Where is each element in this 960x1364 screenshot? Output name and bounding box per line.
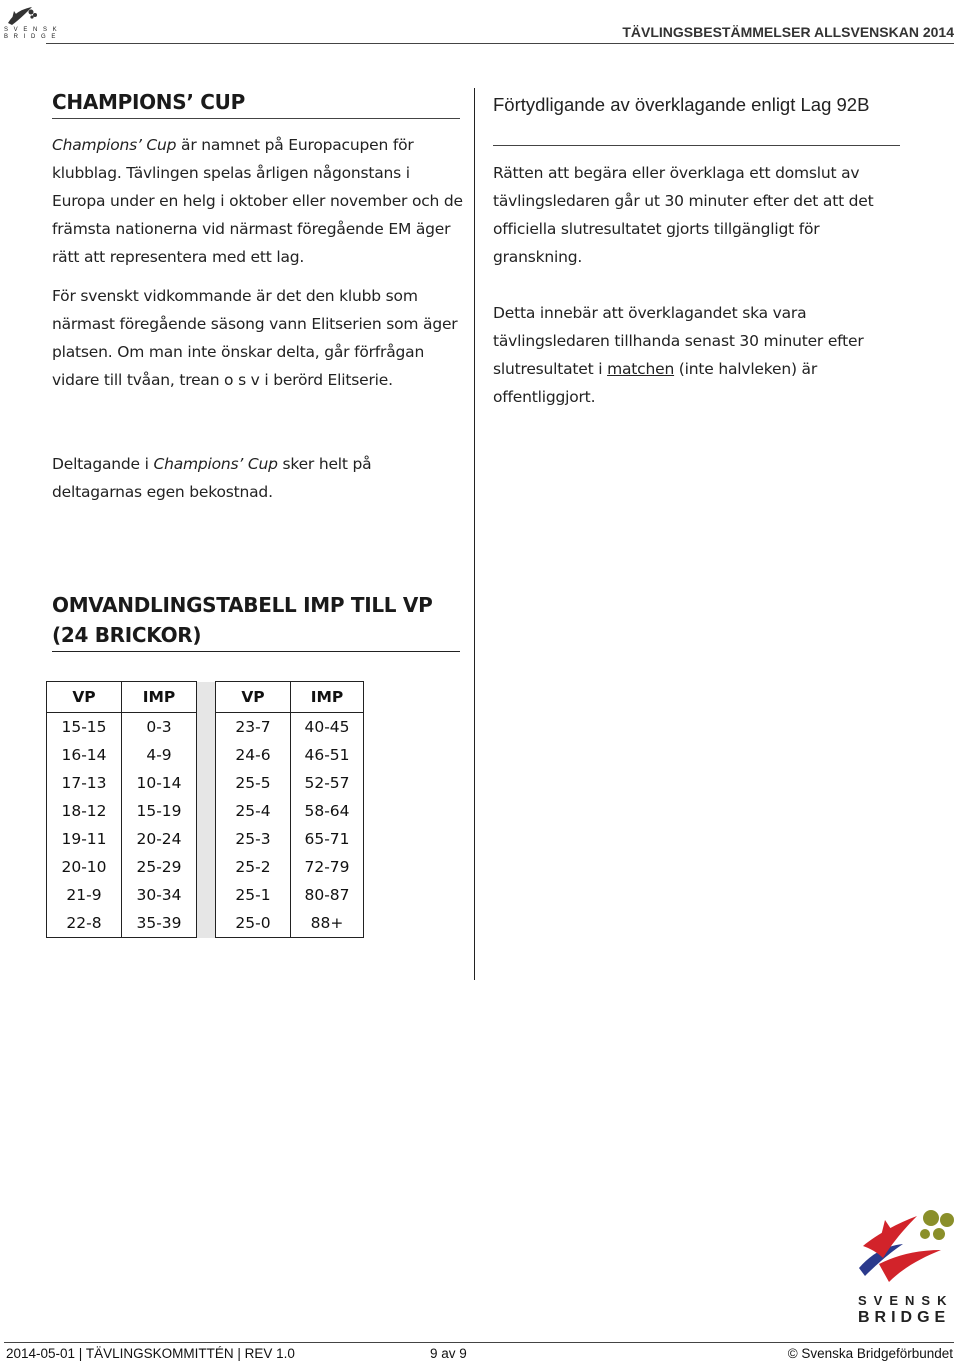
page-number: 9 av 9: [430, 1346, 467, 1361]
table-header-cell: VP: [216, 682, 291, 713]
table-row: [47, 797, 364, 825]
champions-paragraph-1-text: är namnet på Europacupen för klubblag. Tävlingen spelas årligen någonstans i Europa under en helg i oktober eller november och de främsta nationerna vid närmast föregående EM äger rätt att representera med ett lag.: [52, 136, 463, 266]
header-logo-text: [4, 27, 59, 41]
table-cell: 35-39: [122, 909, 197, 938]
table-header-cell: IMP: [291, 682, 364, 713]
table-cell: 25-5: [216, 769, 291, 797]
table-cell: 30-34: [122, 881, 197, 909]
header-logo-line1: S V E N S K: [4, 27, 59, 33]
table-cell: 20-24: [122, 825, 197, 853]
appeal-heading-rule: [493, 145, 900, 146]
table-cell: 25-4: [216, 797, 291, 825]
table-cell: 58-64: [291, 797, 364, 825]
bottom-logo-line2: BRIDGE: [858, 1309, 951, 1326]
header-logo-line2: B R I D G E: [4, 34, 58, 40]
champions-cup-heading: CHAMPIONS’ CUP: [52, 90, 245, 114]
table-row: [47, 881, 364, 909]
table-cell: 25-2: [216, 853, 291, 881]
conversion-heading-rule: [52, 651, 460, 652]
conversion-table-heading: OMVANDLINGSTABELL IMP TILL VP (24 BRICKOR): [52, 593, 433, 647]
table-header-cell: IMP: [122, 682, 197, 713]
appeal-underlined-word: matchen: [607, 360, 675, 378]
bottom-logo-text: [858, 1293, 953, 1327]
table-cell: 4-9: [122, 741, 197, 769]
table-cell: 25-0: [216, 909, 291, 938]
footer-divider: [4, 1342, 954, 1343]
column-divider: [474, 88, 475, 980]
footer-left: 2014-05-01 | TÄVLINGSKOMMITTÉN | REV 1.0: [6, 1346, 295, 1361]
table-gap-column: [197, 797, 216, 825]
table-cell: 24-6: [216, 741, 291, 769]
table-cell: 25-1: [216, 881, 291, 909]
champions-paragraph-3-post: sker helt på deltagarnas egen bekostnad.: [52, 455, 372, 501]
table-cell: 10-14: [122, 769, 197, 797]
table-cell: 19-11: [47, 825, 122, 853]
table-row: [47, 853, 364, 881]
table-gap-column: [197, 881, 216, 909]
table-gap-column: [197, 713, 216, 742]
table-gap-column: [197, 769, 216, 797]
table-cell: 17-13: [47, 769, 122, 797]
table-row: [47, 713, 364, 742]
table-cell: 25-3: [216, 825, 291, 853]
table-cell: 22-8: [47, 909, 122, 938]
table-cell: 18-12: [47, 797, 122, 825]
table-cell: 52-57: [291, 769, 364, 797]
champions-paragraph-3-pre: Deltagande i: [52, 455, 154, 473]
imp-vp-table: [46, 681, 364, 938]
bottom-logo-line1: SVENSK: [858, 1293, 954, 1308]
table-cell: 72-79: [291, 853, 364, 881]
champions-heading-rule: [52, 118, 460, 119]
table-cell: 25-29: [122, 853, 197, 881]
table-gap-column: [197, 825, 216, 853]
svensk-bridge-logo-icon: [855, 1206, 955, 1298]
table-cell: 0-3: [122, 713, 197, 742]
table-header-cell: VP: [47, 682, 122, 713]
appeal-heading: Förtydligande av överklagande enligt Lag 92B: [493, 94, 870, 115]
header-divider: [46, 43, 954, 44]
champions-cup-name-2: Champions’ Cup: [153, 455, 278, 473]
table-row: [47, 769, 364, 797]
document-header-title: TÄVLINGSBESTÄMMELSER ALLSVENSKAN 2014: [622, 24, 954, 40]
table-cell: 46-51: [291, 741, 364, 769]
table-cell: 80-87: [291, 881, 364, 909]
table-cell: 16-14: [47, 741, 122, 769]
table-row: [47, 909, 364, 938]
table-cell: 65-71: [291, 825, 364, 853]
appeal-paragraph-2: [493, 299, 913, 411]
table-header-row: [47, 682, 364, 713]
table-cell: 15-15: [47, 713, 122, 742]
table-cell: 15-19: [122, 797, 197, 825]
champions-cup-name: Champions’ Cup: [52, 136, 177, 154]
champions-paragraph-2: För svenskt vidkommande är det den klubb som närmast föregående säsong vann Elitserien som äger platsen. Om man inte önskar delta, går förfrågan vidare till tvåan, trean o s v i berörd Elitserie.: [52, 287, 458, 389]
table-cell: 20-10: [47, 853, 122, 881]
table-cell: 88+: [291, 909, 364, 938]
footer-copyright: © Svenska Bridgeförbundet: [787, 1346, 953, 1361]
champions-paragraph-1: [52, 131, 464, 271]
table-row: [47, 825, 364, 853]
table-gap-column: [197, 682, 216, 713]
table-gap-column: [197, 853, 216, 881]
table-cell: 23-7: [216, 713, 291, 742]
table-row: [47, 741, 364, 769]
table-cell: 40-45: [291, 713, 364, 742]
champions-paragraph-3: [52, 450, 464, 506]
appeal-paragraph-2-pre: Detta innebär att överklagandet ska vara tävlingsledaren tillhanda senast 30 minuter efter slutresultatet i: [493, 304, 864, 378]
appeal-paragraph-1: Rätten att begära eller överklaga ett domslut av tävlingsledaren går ut 30 minuter efter det att det officiella slutresultatet gjorts tillgängligt för granskning.: [493, 164, 874, 266]
table-cell: 21-9: [47, 881, 122, 909]
table-gap-column: [197, 909, 216, 938]
table-gap-column: [197, 741, 216, 769]
appeal-paragraph-2-post: (inte halvleken) är offentliggjort.: [493, 360, 817, 406]
